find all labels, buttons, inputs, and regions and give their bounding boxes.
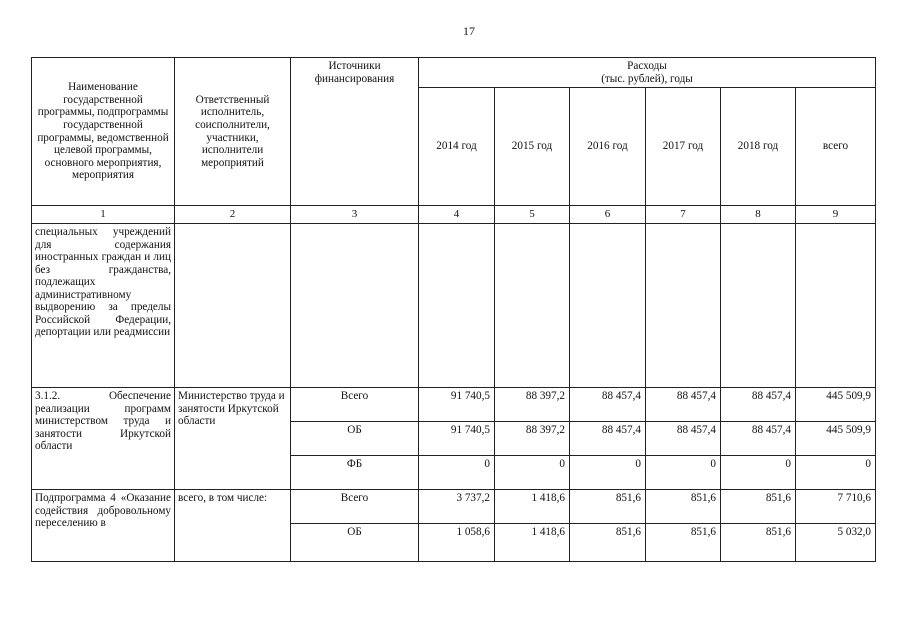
value-2016: 851,6	[570, 524, 646, 562]
funding-source: Всего	[291, 490, 419, 524]
empty-cell	[175, 224, 291, 388]
empty-cell	[495, 224, 570, 388]
value-2016: 851,6	[570, 490, 646, 524]
header-funding-source: Источники финансирования	[291, 58, 419, 206]
column-number: 3	[291, 206, 419, 224]
header-year-2016: 2016 год	[570, 88, 646, 206]
header-row	[32, 58, 876, 88]
value-2014: 0	[419, 456, 495, 490]
measure-executor: Министерство труда и занятости Иркутской области	[175, 388, 291, 490]
header-year-2017: 2017 год	[646, 88, 721, 206]
value-2015: 88 397,2	[495, 422, 570, 456]
value-total: 445 509,9	[796, 422, 876, 456]
value-2017: 0	[646, 456, 721, 490]
value-2015: 88 397,2	[495, 388, 570, 422]
funding-source: ОБ	[291, 422, 419, 456]
value-2014: 1 058,6	[419, 524, 495, 562]
value-2017: 851,6	[646, 490, 721, 524]
header-year-total: всего	[796, 88, 876, 206]
table-row	[32, 224, 876, 388]
column-number: 1	[32, 206, 175, 224]
subprogram-name: Подпрограмма 4 «Оказание содействия добровольному переселению в	[32, 490, 175, 562]
value-2017: 88 457,4	[646, 388, 721, 422]
column-number: 4	[419, 206, 495, 224]
empty-cell	[796, 224, 876, 388]
value-total: 7 710,6	[796, 490, 876, 524]
value-2018: 88 457,4	[721, 388, 796, 422]
column-number: 9	[796, 206, 876, 224]
header-year-2014: 2014 год	[419, 88, 495, 206]
value-2014: 91 740,5	[419, 422, 495, 456]
column-number: 5	[495, 206, 570, 224]
value-2015: 1 418,6	[495, 524, 570, 562]
header-executor: Ответственный исполнитель, соисполнители, участники, исполнители мероприятий	[175, 58, 291, 206]
value-2018: 88 457,4	[721, 422, 796, 456]
header-year-2015: 2015 год	[495, 88, 570, 206]
column-number: 2	[175, 206, 291, 224]
header-year-2018: 2018 год	[721, 88, 796, 206]
empty-cell	[646, 224, 721, 388]
value-2015: 1 418,6	[495, 490, 570, 524]
empty-cell	[721, 224, 796, 388]
table-row	[32, 490, 876, 524]
empty-cell	[570, 224, 646, 388]
value-total: 5 032,0	[796, 524, 876, 562]
budget-table	[31, 57, 876, 562]
header-program-name: Наименование государственной программы, подпрограммы государственной программы, ведомственной целевой программы, основного мероприятия, мероприятия	[32, 58, 175, 206]
subprogram-executor: всего, в том числе:	[175, 490, 291, 562]
funding-source: ОБ	[291, 524, 419, 562]
empty-cell	[291, 224, 419, 388]
continuation-text: специальных учреждений для содержания иностранных граждан и лиц без гражданства, подлежащих административному выдворению за пределы Российской Федерации, депортации или реадмиссии	[32, 224, 175, 388]
table-row	[32, 388, 876, 422]
value-2018: 851,6	[721, 490, 796, 524]
value-2017: 851,6	[646, 524, 721, 562]
column-number: 7	[646, 206, 721, 224]
value-2016: 88 457,4	[570, 388, 646, 422]
value-total: 445 509,9	[796, 388, 876, 422]
column-number-row	[32, 206, 876, 224]
value-2017: 88 457,4	[646, 422, 721, 456]
value-2014: 91 740,5	[419, 388, 495, 422]
page-number: 17	[463, 24, 475, 38]
value-2014: 3 737,2	[419, 490, 495, 524]
empty-cell	[419, 224, 495, 388]
funding-source: ФБ	[291, 456, 419, 490]
value-2016: 0	[570, 456, 646, 490]
value-2018: 0	[721, 456, 796, 490]
measure-name: 3.1.2. Обеспечение реализации программ министерством труда и занятости Иркутской области	[32, 388, 175, 490]
value-2016: 88 457,4	[570, 422, 646, 456]
value-total: 0	[796, 456, 876, 490]
value-2015: 0	[495, 456, 570, 490]
value-2018: 851,6	[721, 524, 796, 562]
funding-source: Всего	[291, 388, 419, 422]
header-expenses: Расходы (тыс. рублей), годы	[419, 58, 876, 88]
column-number: 8	[721, 206, 796, 224]
column-number: 6	[570, 206, 646, 224]
